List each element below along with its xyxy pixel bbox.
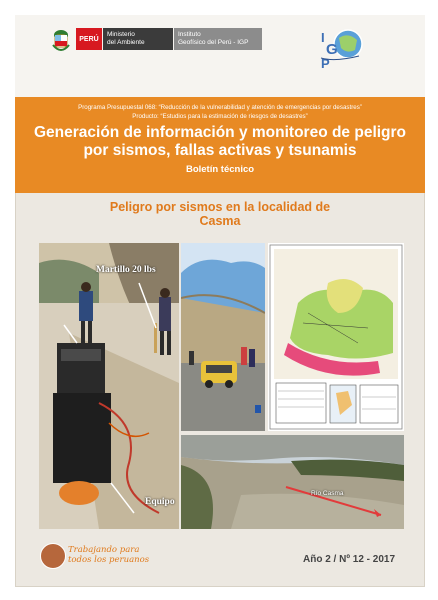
hazard-map	[268, 243, 404, 431]
igp-logo-text: I	[321, 30, 325, 45]
ministry-line-2: del Ambiente	[107, 39, 145, 46]
institute-line-2: Geofísico del Perú - IGP	[178, 39, 249, 46]
peru-brand-box: PERÚ	[76, 28, 102, 50]
equipment-label: Equipo	[145, 497, 175, 507]
program-line: Programa Presupuestal 068: “Reducción de la vulnerabilidad y atención de emergencias por desastres”	[78, 104, 362, 111]
survey-photo	[39, 243, 179, 529]
river-label: Río Casma	[311, 490, 344, 497]
peru-coat-of-arms-icon	[50, 27, 72, 53]
hammer-label: Martillo 20 lbs	[96, 265, 156, 275]
svg-text:P: P	[321, 56, 330, 71]
ministry-brand-box	[103, 28, 173, 50]
institute-line-1: Instituto	[178, 31, 201, 38]
main-title: Generación de información y monitoreo de peligro por sismos, fallas activas y tsunamis	[33, 124, 407, 159]
section-heading: Peligro por sismos en la localidad de Casma	[109, 200, 331, 228]
title-band	[15, 97, 425, 193]
street-photo	[181, 243, 265, 431]
river-photo	[181, 435, 404, 529]
igp-logo-icon	[315, 20, 367, 72]
svg-text:G: G	[326, 41, 338, 58]
child-face-icon	[40, 543, 66, 569]
institute-brand-box	[174, 28, 262, 50]
ministry-line-1: Ministerio	[107, 31, 135, 38]
issue-number: Año 2 / Nº 12 - 2017	[303, 554, 396, 565]
footer-tagline: Trabajando para todos los peruanos	[68, 545, 150, 565]
product-line: Producto: “Estudios para la estimación de riesgos de desastres”	[132, 113, 308, 120]
bulletin-subtitle: Boletín técnico	[185, 164, 255, 175]
